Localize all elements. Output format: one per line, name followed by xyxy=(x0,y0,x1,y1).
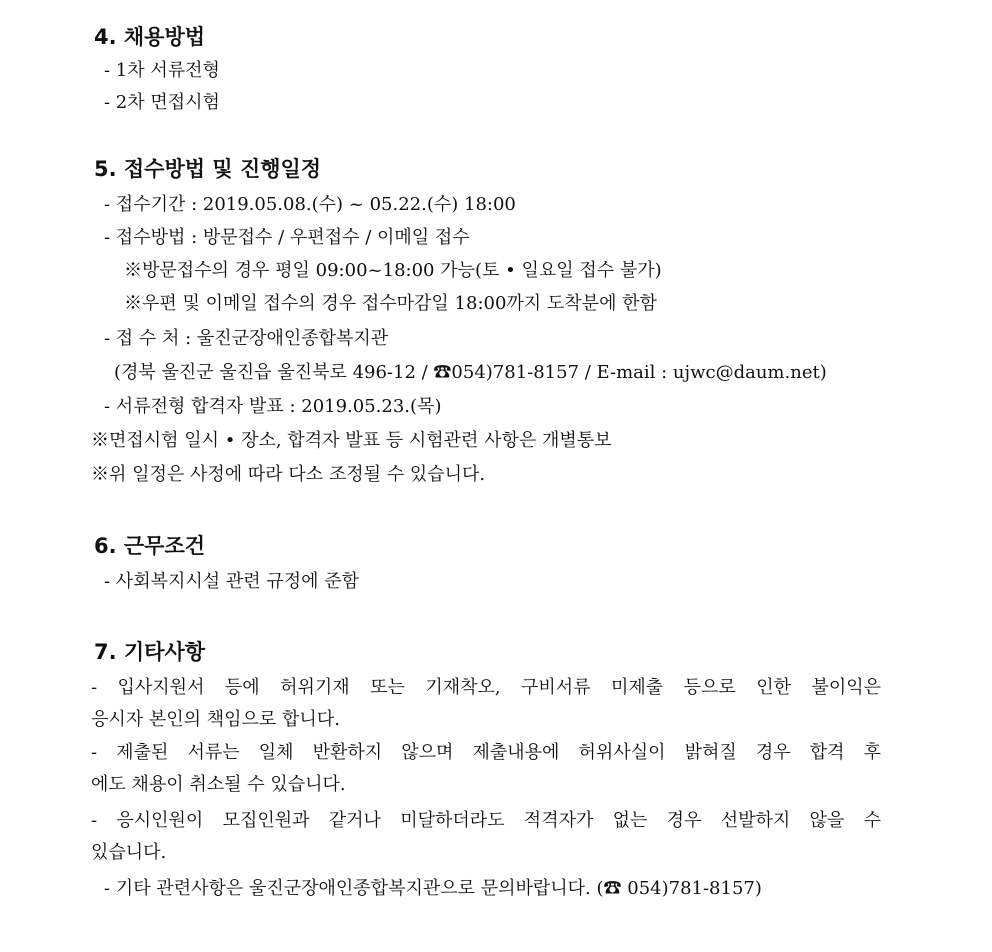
paragraph-3-line-1: - 응시인원이 모집인원과 같거나 미달하더라도 적격자가 없는 경우 선발하지 않을 수 xyxy=(91,810,881,831)
paragraph-3-line-2: 있습니다. xyxy=(91,842,167,863)
paragraph-4: - 기타 관련사항은 울진군장애인종합복지관으로 문의바랍니다. (☎ 054)781-8157) xyxy=(104,878,762,899)
list-item: - 2차 면접시험 xyxy=(104,92,220,113)
working-conditions-item: - 사회복지시설 관련 규정에 준함 xyxy=(104,571,360,592)
address-line: (경북 울진군 울진읍 울진북로 496-12 / ☎054)781-8157 / E-mail : ujwc@daum.net) xyxy=(114,362,827,383)
document-screening-announcement: - 서류전형 합격자 발표 : 2019.05.23.(목) xyxy=(104,396,442,417)
list-item: - 1차 서류전형 xyxy=(104,60,220,81)
note-mail: ※우편 및 이메일 접수의 경우 접수마감일 18:00까지 도착분에 한함 xyxy=(124,293,657,314)
note-interview: ※면접시험 일시 • 장소, 합격자 발표 등 시험관련 사항은 개별통보 xyxy=(91,430,612,451)
paragraph-1-line-1: - 입사지원서 등에 허위기재 또는 기재착오, 구비서류 미제출 등으로 인한 불이익은 xyxy=(91,677,881,698)
note-schedule: ※위 일정은 사정에 따라 다소 조정될 수 있습니다. xyxy=(91,464,486,485)
paragraph-2-line-1: - 제출된 서류는 일체 반환하지 않으며 제출내용에 허위사실이 밝혀질 경우 합격 후 xyxy=(91,742,881,763)
paragraph-2-line-2: 에도 채용이 취소될 수 있습니다. xyxy=(91,774,346,795)
paragraph-1-line-2: 응시자 본인의 책임으로 합니다. xyxy=(91,709,340,730)
application-method: - 접수방법 : 방문접수 / 우편접수 / 이메일 접수 xyxy=(104,227,470,248)
note-visit: ※방문접수의 경우 평일 09:00~18:00 가능(토 • 일요일 접수 불가) xyxy=(124,260,662,281)
application-place: - 접 수 처 : 울진군장애인종합복지관 xyxy=(104,328,389,349)
section-6-heading: 6. 근무조건 xyxy=(94,534,206,558)
section-7-heading: 7. 기타사항 xyxy=(94,640,206,664)
application-period: - 접수기간 : 2019.05.08.(수) ~ 05.22.(수) 18:00 xyxy=(104,194,516,215)
section-5-heading: 5. 접수방법 및 진행일정 xyxy=(94,157,322,181)
section-4-heading: 4. 채용방법 xyxy=(94,25,206,49)
